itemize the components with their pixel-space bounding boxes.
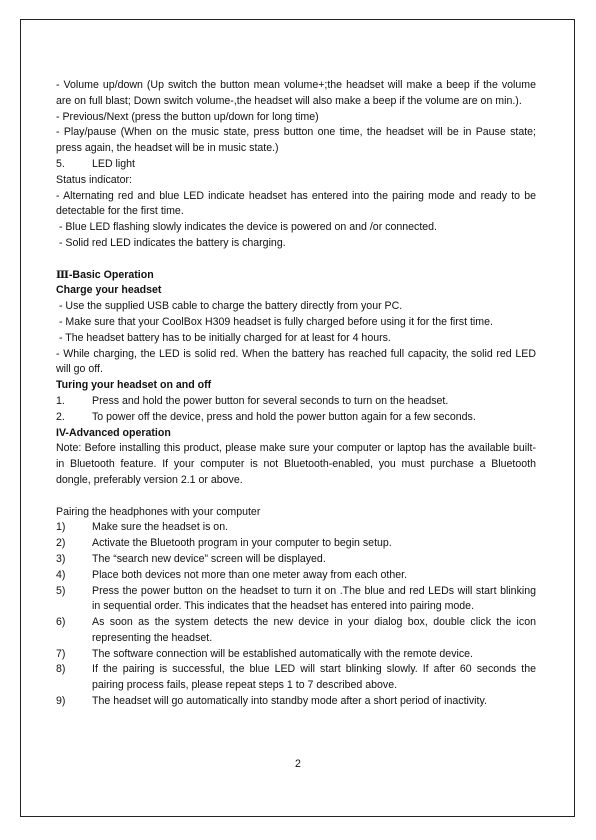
step-number: 8): [56, 663, 66, 676]
step-text: Place both devices not more than one meter away from each other.: [92, 568, 408, 581]
list-number: 1.: [56, 394, 65, 407]
play-pause-text: - Play/pause (When on the music state, press button one time, the headset will be in Pause state; press again, the headset will be in music state.): [56, 126, 536, 155]
step-number: 2): [56, 537, 66, 550]
section-heading-basic: [56, 268, 536, 284]
led-item: [56, 157, 536, 173]
document-body: [56, 78, 536, 710]
step-text: If the pairing is successful, the blue LED will start blinking slowly. If after 60 seconds the pairing process fails, please repeat steps 1 to 7 described above.: [92, 663, 536, 692]
step-text: The software connection will be established automatically with the remote device.: [92, 647, 473, 660]
step-number: 6): [56, 616, 66, 629]
charge-item: - While charging, the LED is solid red. When the battery has reached full capacity, the solid red LED will go off.: [56, 347, 536, 376]
list-item: [56, 410, 536, 426]
step-item: [56, 536, 536, 552]
step-number: 1): [56, 521, 66, 534]
status-item: - Solid red LED indicates the battery is charging.: [56, 236, 286, 249]
step-item: [56, 662, 536, 694]
prev-next-text: - Previous/Next (press the button up/down for long time): [56, 110, 319, 123]
step-number: 5): [56, 584, 66, 597]
step-item: [56, 584, 536, 616]
note-text: Note: Before installing this product, please make sure your computer or laptop has the available built-in Bluetooth feature. If your computer is not Bluetooth-enabled, you must purchase a Bluetooth dongle, preferably version 2.1 or above.: [56, 442, 536, 486]
step-text: The headset will go automatically into standby mode after a short period of inactivity.: [92, 695, 487, 708]
section-title: -Basic Operation: [68, 268, 154, 281]
list-item: [56, 394, 536, 410]
advanced-heading: IV-Advanced operation: [56, 426, 171, 439]
charge-item: - The headset battery has to be initially charged for at least for 4 hours.: [56, 331, 391, 344]
step-text: As soon as the system detects the new device in your dialog box, double click the icon representing the headset.: [92, 616, 536, 644]
step-number: 3): [56, 552, 66, 565]
page-number: 2: [295, 758, 301, 770]
step-item: [56, 694, 536, 710]
spacer: [56, 489, 536, 505]
step-text: Press the power button on the headset to turn it on .The blue and red LEDs will start blinking in sequential order. This indicates that the headset has entered into pairing mode.: [92, 584, 536, 613]
list-number: 2.: [56, 410, 65, 423]
step-number: 9): [56, 695, 66, 708]
charge-item: - Use the supplied USB cable to charge the battery directly from your PC.: [56, 300, 403, 313]
charge-item: - Make sure that your CoolBox H309 headset is fully charged before using it for the first time.: [56, 315, 493, 328]
volume-text: - Volume up/down (Up switch the button mean volume+;the headset will make a beep if the volume are on full blast; Down switch volume-,the headset will also make a beep if the volume are on min.).: [56, 79, 536, 107]
step-text: The “search new device” screen will be displayed.: [92, 552, 326, 565]
step-number: 4): [56, 568, 66, 581]
list-text: Press and hold the power button for several seconds to turn on the headset.: [92, 394, 449, 407]
step-item: [56, 568, 536, 584]
status-item: - Alternating red and blue LED indicate headset has entered into the pairing mode and ready to be detectable for the first time.: [56, 189, 536, 218]
step-item: [56, 615, 536, 647]
charge-heading: Charge your headset: [56, 284, 162, 297]
step-text: Activate the Bluetooth program in your computer to begin setup.: [92, 537, 392, 550]
step-text: Make sure the headset is on.: [92, 521, 229, 534]
step-item: [56, 520, 536, 536]
led-label: LED light: [92, 157, 135, 170]
spacer: [56, 252, 536, 268]
roman-numeral: Ⅲ: [56, 268, 69, 281]
step-item: [56, 552, 536, 568]
list-text: To power off the device, press and hold the power button again for a few seconds.: [92, 410, 476, 423]
pairing-label: Pairing the headphones with your computer: [56, 505, 261, 518]
turn-heading: Turing your headset on and off: [56, 379, 212, 392]
led-number: 5.: [56, 157, 65, 170]
step-number: 7): [56, 647, 66, 660]
step-item: [56, 647, 536, 663]
status-label: Status indicator:: [56, 173, 132, 186]
status-item: - Blue LED flashing slowly indicates the device is powered on and /or connected.: [56, 221, 438, 234]
